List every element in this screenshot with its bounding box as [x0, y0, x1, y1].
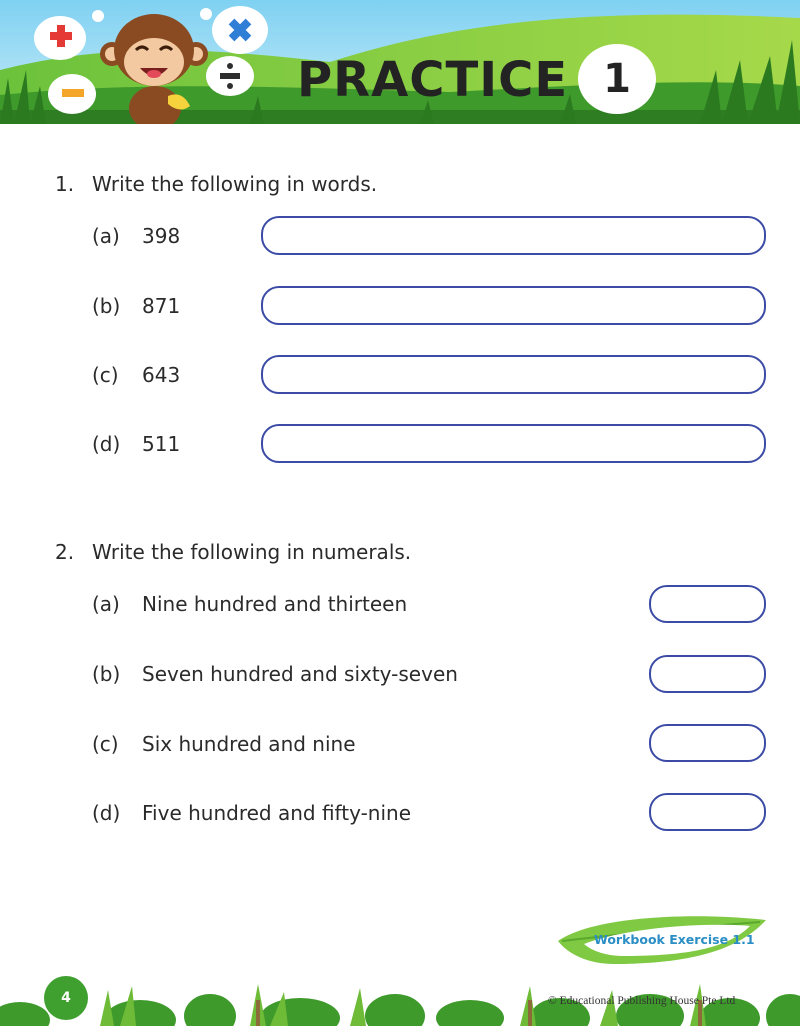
q1-item-c	[92, 362, 180, 388]
item-text: Five hundred and fifty-nine	[142, 801, 411, 825]
answer-box-q1-c[interactable]	[261, 355, 766, 394]
item-text: 871	[142, 294, 181, 318]
item-text: Seven hundred and sixty-seven	[142, 662, 458, 686]
item-letter: (a)	[92, 592, 120, 616]
practice-number-badge: 1	[578, 44, 656, 114]
item-text: Six hundred and nine	[142, 732, 356, 756]
q1-item-a	[92, 223, 180, 249]
q1-item-b	[92, 293, 180, 319]
item-letter: (d)	[92, 432, 121, 456]
item-text: 398	[142, 224, 181, 248]
item-text: Nine hundred and thirteen	[142, 592, 408, 616]
q1-item-d	[92, 431, 180, 457]
page-title: PRACTICE	[297, 52, 569, 108]
answer-box-q2-b[interactable]	[649, 655, 766, 693]
q2-item-b	[92, 661, 458, 687]
item-letter: (c)	[92, 363, 119, 387]
q2-item-c	[92, 731, 356, 757]
answer-box-q2-a[interactable]	[649, 585, 766, 623]
item-letter: (d)	[92, 801, 121, 825]
item-text: 511	[142, 432, 181, 456]
answer-box-q1-b[interactable]	[261, 286, 766, 325]
item-letter: (b)	[92, 662, 121, 686]
workbook-exercise-label: Workbook Exercise 1.1	[594, 932, 755, 947]
header-banner	[0, 0, 800, 124]
copyright-text: © Educational Publishing House Pte Ltd	[548, 995, 736, 1007]
item-text: 643	[142, 363, 181, 387]
q2-item-a	[92, 591, 407, 617]
answer-box-q1-a[interactable]	[261, 216, 766, 255]
question-prompt: Write the following in numerals.	[92, 540, 412, 564]
page-number-badge: 4	[44, 976, 88, 1020]
answer-box-q2-d[interactable]	[649, 793, 766, 831]
question-prompt: Write the following in words.	[92, 172, 378, 196]
answer-box-q1-d[interactable]	[261, 424, 766, 463]
item-letter: (c)	[92, 732, 119, 756]
question-number: 2.	[55, 540, 75, 564]
q2-item-d	[92, 800, 411, 826]
item-letter: (b)	[92, 294, 121, 318]
question-number: 1.	[55, 172, 75, 196]
item-letter: (a)	[92, 224, 120, 248]
question-2-heading	[55, 540, 411, 564]
question-1-heading	[55, 172, 377, 196]
answer-box-q2-c[interactable]	[649, 724, 766, 762]
